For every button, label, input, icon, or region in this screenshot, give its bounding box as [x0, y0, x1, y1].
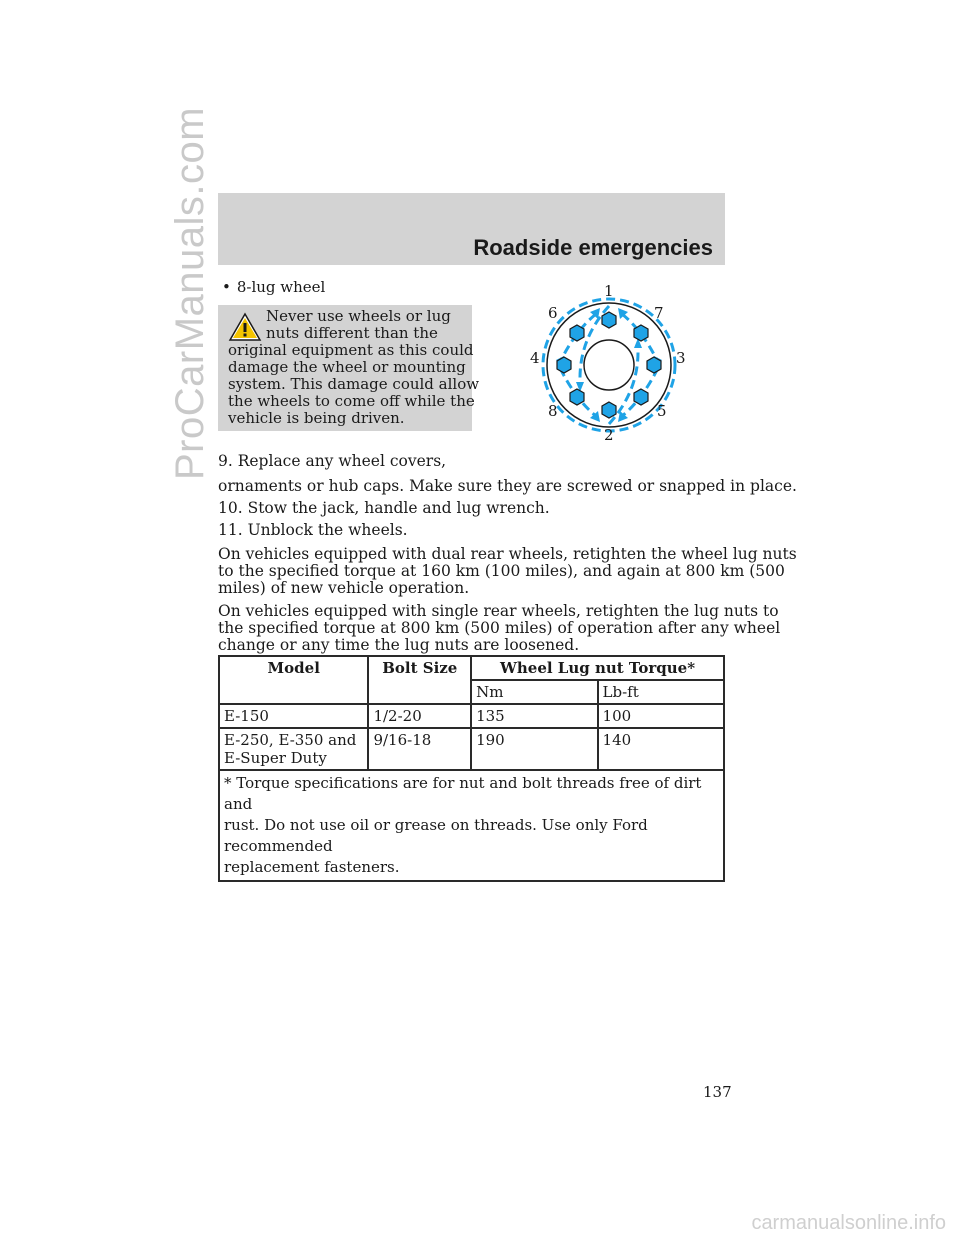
unit-nm: Nm — [471, 680, 597, 704]
dual-wheels-line: miles) of new vehicle operation. — [218, 579, 470, 597]
warning-line: Never use wheels or lug — [266, 307, 451, 325]
section-title: Roadside emergencies — [473, 235, 713, 260]
lug-label: 8 — [548, 402, 558, 420]
lug-label: 1 — [604, 282, 614, 300]
lug-nut — [557, 357, 571, 373]
footnote-line: * Torque specifications are for nut and bolt threads free of dirt and — [224, 774, 702, 813]
cell-nm: 135 — [471, 704, 597, 728]
header-model: Model — [219, 656, 368, 704]
torque-table — [218, 655, 725, 882]
cell-nm: 190 — [471, 728, 597, 770]
dual-wheels-line: On vehicles equipped with dual rear wheels, retighten the wheel lug nuts — [218, 545, 797, 563]
warning-box — [218, 305, 480, 431]
single-wheels-line: the specified torque at 800 km (500 miles) of operation after any wheel — [218, 619, 781, 637]
warning-triangle-icon — [228, 312, 262, 342]
footnote-line: rust. Do not use oil or grease on threads. Use only Ford recommended — [224, 816, 648, 855]
cell-lbft: 100 — [598, 704, 724, 728]
lug-nut — [602, 312, 616, 328]
cell-model: E-150 — [219, 704, 368, 728]
cell-bolt: 1/2-20 — [368, 704, 471, 728]
warning-line: system. This damage could allow — [228, 375, 480, 393]
cell-model — [219, 728, 368, 770]
lug-nut — [634, 325, 648, 341]
footer-watermark: carmanualsonline.info — [751, 1212, 946, 1234]
lug-label: 4 — [530, 349, 540, 367]
lug-label: 7 — [654, 304, 664, 322]
lug-label: 6 — [548, 304, 558, 322]
section-header — [218, 193, 725, 265]
table-footnote-row — [219, 770, 724, 881]
lug-label: 2 — [604, 426, 614, 444]
cell-bolt: 9/16-18 — [368, 728, 471, 770]
cell-model-line: E-Super Duty — [224, 749, 327, 767]
footnote-line: replacement fasteners. — [224, 858, 400, 876]
step-11: 11. Unblock the wheels. — [218, 521, 408, 539]
lug-nuts — [557, 312, 661, 418]
dual-wheels-line: to the specified torque at 160 km (100 miles), and again at 800 km (500 — [218, 562, 785, 580]
table-row — [219, 704, 724, 728]
lug-nut — [602, 402, 616, 418]
warning-line: damage the wheel or mounting — [228, 358, 466, 376]
step-9: 9. Replace any wheel covers, — [218, 452, 447, 470]
table-header-row — [219, 656, 724, 680]
warning-line: nuts different than the — [266, 324, 438, 342]
lug-nut — [570, 325, 584, 341]
lug-label: 3 — [676, 349, 686, 367]
single-wheels-line: change or any time the lug nuts are loosened. — [218, 636, 580, 654]
warning-line: vehicle is being driven. — [228, 409, 405, 427]
bullet-marker: • — [222, 278, 231, 296]
cell-model-line: E-250, E-350 and — [224, 731, 357, 749]
wheel-hub — [584, 340, 634, 390]
lug-label: 5 — [657, 402, 667, 420]
step-10: 10. Stow the jack, handle and lug wrench. — [218, 499, 550, 517]
warning-line: the wheels to come off while the — [228, 392, 475, 410]
single-wheels-line: On vehicles equipped with single rear wheels, retighten the lug nuts to — [218, 602, 779, 620]
bullet-item — [222, 278, 325, 296]
table-row — [219, 728, 724, 770]
bullet-text: 8-lug wheel — [236, 278, 326, 296]
lug-nut — [647, 357, 661, 373]
lug-nut — [570, 389, 584, 405]
header-torque: Wheel Lug nut Torque* — [471, 656, 724, 680]
unit-lbft: Lb-ft — [598, 680, 724, 704]
side-watermark: ProCarManuals.com — [168, 106, 212, 480]
table-footnote — [219, 770, 724, 881]
lug-nut-sequence-diagram — [520, 278, 700, 448]
step-9-cont: ornaments or hub caps. Make sure they are screwed or snapped in place. — [218, 477, 797, 495]
cell-lbft: 140 — [598, 728, 724, 770]
page-number: 137 — [703, 1083, 732, 1101]
lug-nut — [634, 389, 648, 405]
header-bolt-size: Bolt Size — [368, 656, 471, 704]
warning-line: original equipment as this could — [228, 341, 474, 359]
